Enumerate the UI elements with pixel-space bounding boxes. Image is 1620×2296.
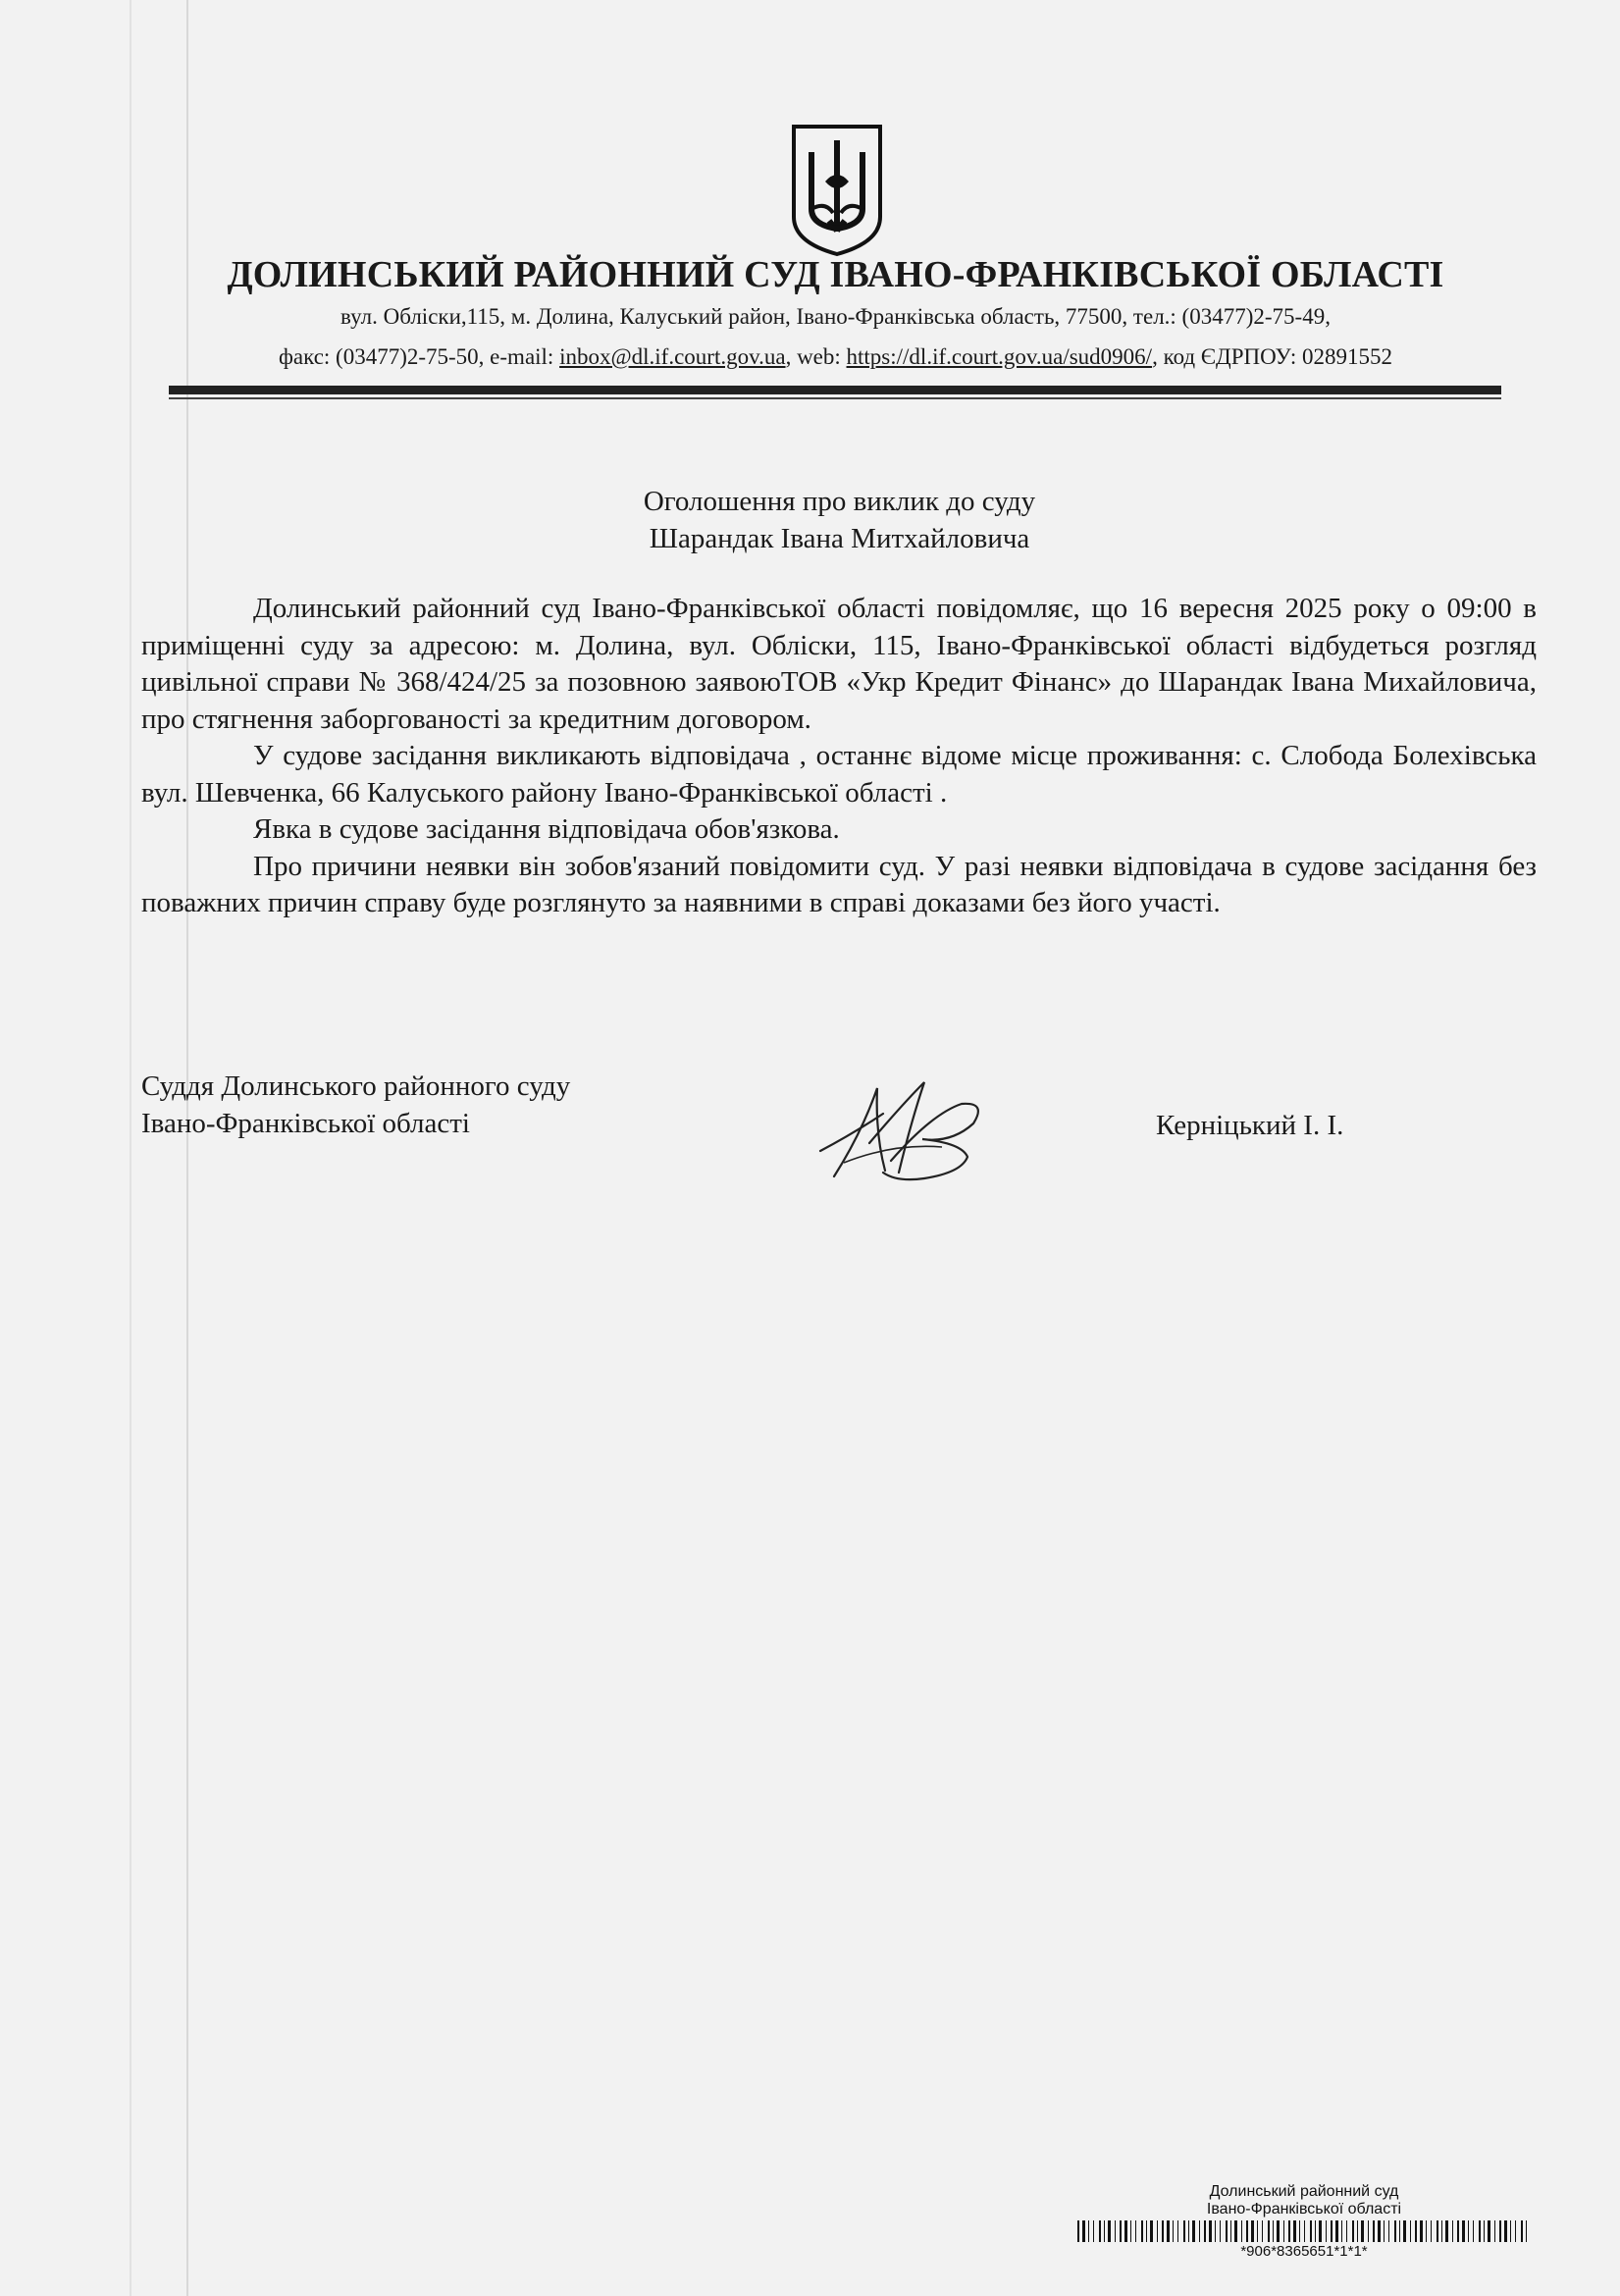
paragraph: У судове засідання викликають відповідача , останнє відоме місце проживання: с. Слобода Болехівська вул. Шевченка, 66 Калуського району Івано-Франківської області . (141, 740, 1537, 809)
registration-stamp (1077, 2183, 1531, 2261)
barcode-icon (1077, 2220, 1531, 2242)
stamp-line: Івано-Франківської області (1206, 2201, 1402, 2218)
edrpou-code: , код ЄДРПОУ: 02891552 (1152, 344, 1393, 369)
stamp-line: Долинський районний суд (1209, 2183, 1399, 2200)
web-label: , web: (785, 344, 847, 369)
judge-position-line: Івано-Франківської області (141, 1108, 470, 1139)
notice-title: Оголошення про виклик до суду (643, 486, 1036, 517)
paragraph: Про причини неявки він зобов'язаний повідомити суд. У разі неявки відповідача в судове засідання без поважних причин справу буде розглянуто за наявними в справі доказами без його участі. (141, 850, 1537, 918)
paragraph: Явка в судове засідання відповідача обов'язкова. (253, 813, 840, 845)
paragraph: Долинський районний суд Івано-Франківської області повідомляє, що 16 вересня 2025 року о 09:00 в приміщенні суду за адресою: м. Долина, вул. Обліски, 115, Івано-Франківської області відбудеться розгляд цивільної справи № 368/424/25 за позовною заявоюТОВ «Укр Кредит Фінанс» до Шарандак Івана Михайловича, про стягнення заборгованості за кредитним договором. (141, 593, 1537, 735)
stamp-code: *906*8365651*1*1* (1240, 2243, 1368, 2260)
handwritten-signature (814, 1074, 991, 1192)
court-name: ДОЛИНСЬКИЙ РАЙОННИЙ СУД ІВАНО-ФРАНКІВСЬКОЇ ОБЛАСТІ (227, 254, 1444, 295)
judge-position (141, 1068, 570, 1142)
header-divider (169, 386, 1501, 394)
header-divider-thin (169, 397, 1501, 399)
judge-position-line: Суддя Долинського районного суду (141, 1070, 571, 1102)
court-address: вул. Обліски,115, м. Долина, Калуський район, Івано-Франківська область, 77500, тел.: (03477)2-75-49, (340, 304, 1331, 329)
web-link[interactable]: https://dl.if.court.gov.ua/sud0906/ (846, 344, 1153, 369)
notice-body (141, 591, 1537, 922)
email-link[interactable]: inbox@dl.if.court.gov.ua (559, 344, 786, 369)
notice-addressee: Шарандак Івана Митхайловича (649, 523, 1030, 554)
judge-name: Керніцький І. І. (1156, 1110, 1344, 1141)
fax-text: факс: (03477)2-75-50, e-mail: (278, 344, 560, 369)
court-contacts (0, 344, 1620, 370)
trident-emblem-icon (790, 123, 884, 258)
